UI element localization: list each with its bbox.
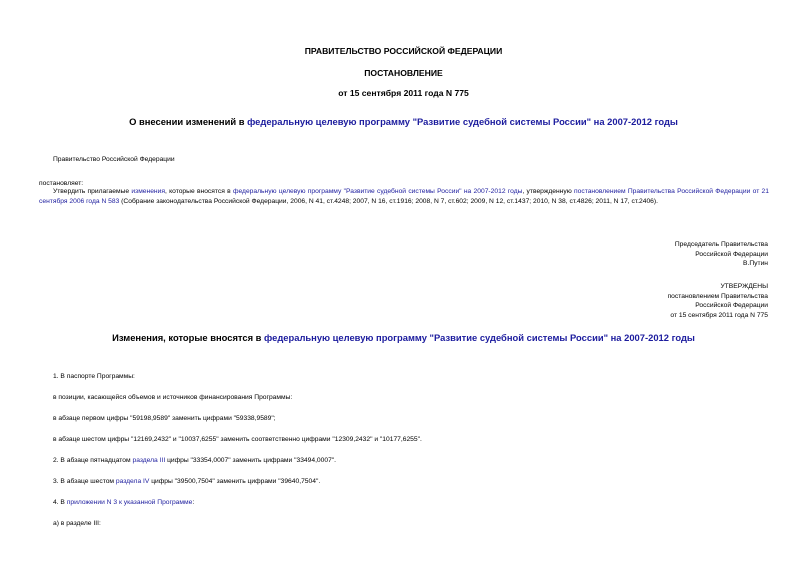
signature-line-2: Российской Федерации (695, 250, 768, 258)
paragraph-approve: Утвердить прилагаемые изменения, которые вносятся в федеральную целевую программу "Развитие судебной системы России" на 2007-2012 годы, утвержденную постановлением Правительства Российской Федерации от 21 сентября 2006 года N 583 (Собрание законодательства Российской Федерации, 2006, N 41, ст.4248; 2007, N 16, ст.1916; 2008, N 7, ст.602; 2009, N 12, ст.1437; 2010, N 38, ст.4826; 2011, N 17, ст.2406). (39, 188, 769, 205)
government-name: Правительство Российской Федерации (53, 156, 175, 163)
item-1-paragraph-sixth: в абзаце шестом цифры "12169,2432" и "10037,6255" заменить соответственно цифрами "12309,2432" и "10177,6255". (53, 436, 422, 443)
program-link[interactable]: федеральную целевую программу "Развитие судебной системы России" на 2007-2012 годы (232, 188, 523, 195)
changes-title-prefix: Изменения, которые вносятся в (112, 332, 265, 343)
document-date: от 15 сентября 2011 года N 775 (338, 88, 469, 98)
item-4: 4. В приложении N 3 к указанной Программе: (53, 499, 195, 506)
changes-link[interactable]: изменения (131, 188, 165, 195)
changes-title-program-link[interactable]: федеральную целевую программу "Развитие судебной системы России" на 2007-2012 годы (264, 332, 695, 343)
item-1-position: в позиции, касающейся объемов и источников финансирования Программы: (53, 394, 293, 401)
approved-line-3: Российской Федерации (695, 302, 768, 310)
signature-block (468, 240, 768, 269)
item-3: 3. В абзаце шестом раздела IV цифры "39500,7504" заменить цифрами "39640,7504". (53, 478, 321, 485)
decrees-word: постановляет: (39, 180, 84, 187)
changes-title (0, 332, 807, 343)
approved-line-4: от 15 сентября 2011 года N 775 (670, 311, 768, 319)
document-type: ПОСТАНОВЛЕНИЕ (364, 68, 443, 78)
item-1: 1. В паспорте Программы: (53, 373, 135, 380)
decree-583-link[interactable]: постановлением Правительства Российской Федерации от 21 сентября 2006 года N 583 (39, 188, 769, 205)
appendix-3-link[interactable]: приложении N 3 к указанной Программе (66, 499, 193, 506)
item-1-paragraph-first: в абзаце первом цифры "59198,9589" заменить цифрами "59338,9589"; (53, 415, 276, 422)
item-2: 2. В абзаце пятнадцатом раздела III цифры "33354,0007" заменить цифрами "33494,0007". (53, 457, 337, 464)
approved-line-2: постановлением Правительства (667, 292, 768, 300)
government-heading: ПРАВИТЕЛЬСТВО РОССИЙСКОЙ ФЕДЕРАЦИИ (304, 46, 503, 56)
section-iv-link[interactable]: раздела IV (115, 478, 150, 485)
item-4a: а) в разделе III: (53, 520, 101, 527)
approved-line-1: УТВЕРЖДЕНЫ (720, 283, 768, 290)
signature-line-1: Председатель Правительства (674, 241, 768, 248)
document-title (0, 116, 807, 127)
signature-name: В.Путин (743, 260, 768, 268)
title-program-link[interactable]: федеральную целевую программу "Развитие судебной системы России" на 2007-2012 годы (247, 116, 678, 127)
approved-block (468, 282, 768, 320)
title-prefix: О внесении изменений в (129, 116, 248, 127)
section-iii-link[interactable]: раздела III (132, 457, 166, 464)
